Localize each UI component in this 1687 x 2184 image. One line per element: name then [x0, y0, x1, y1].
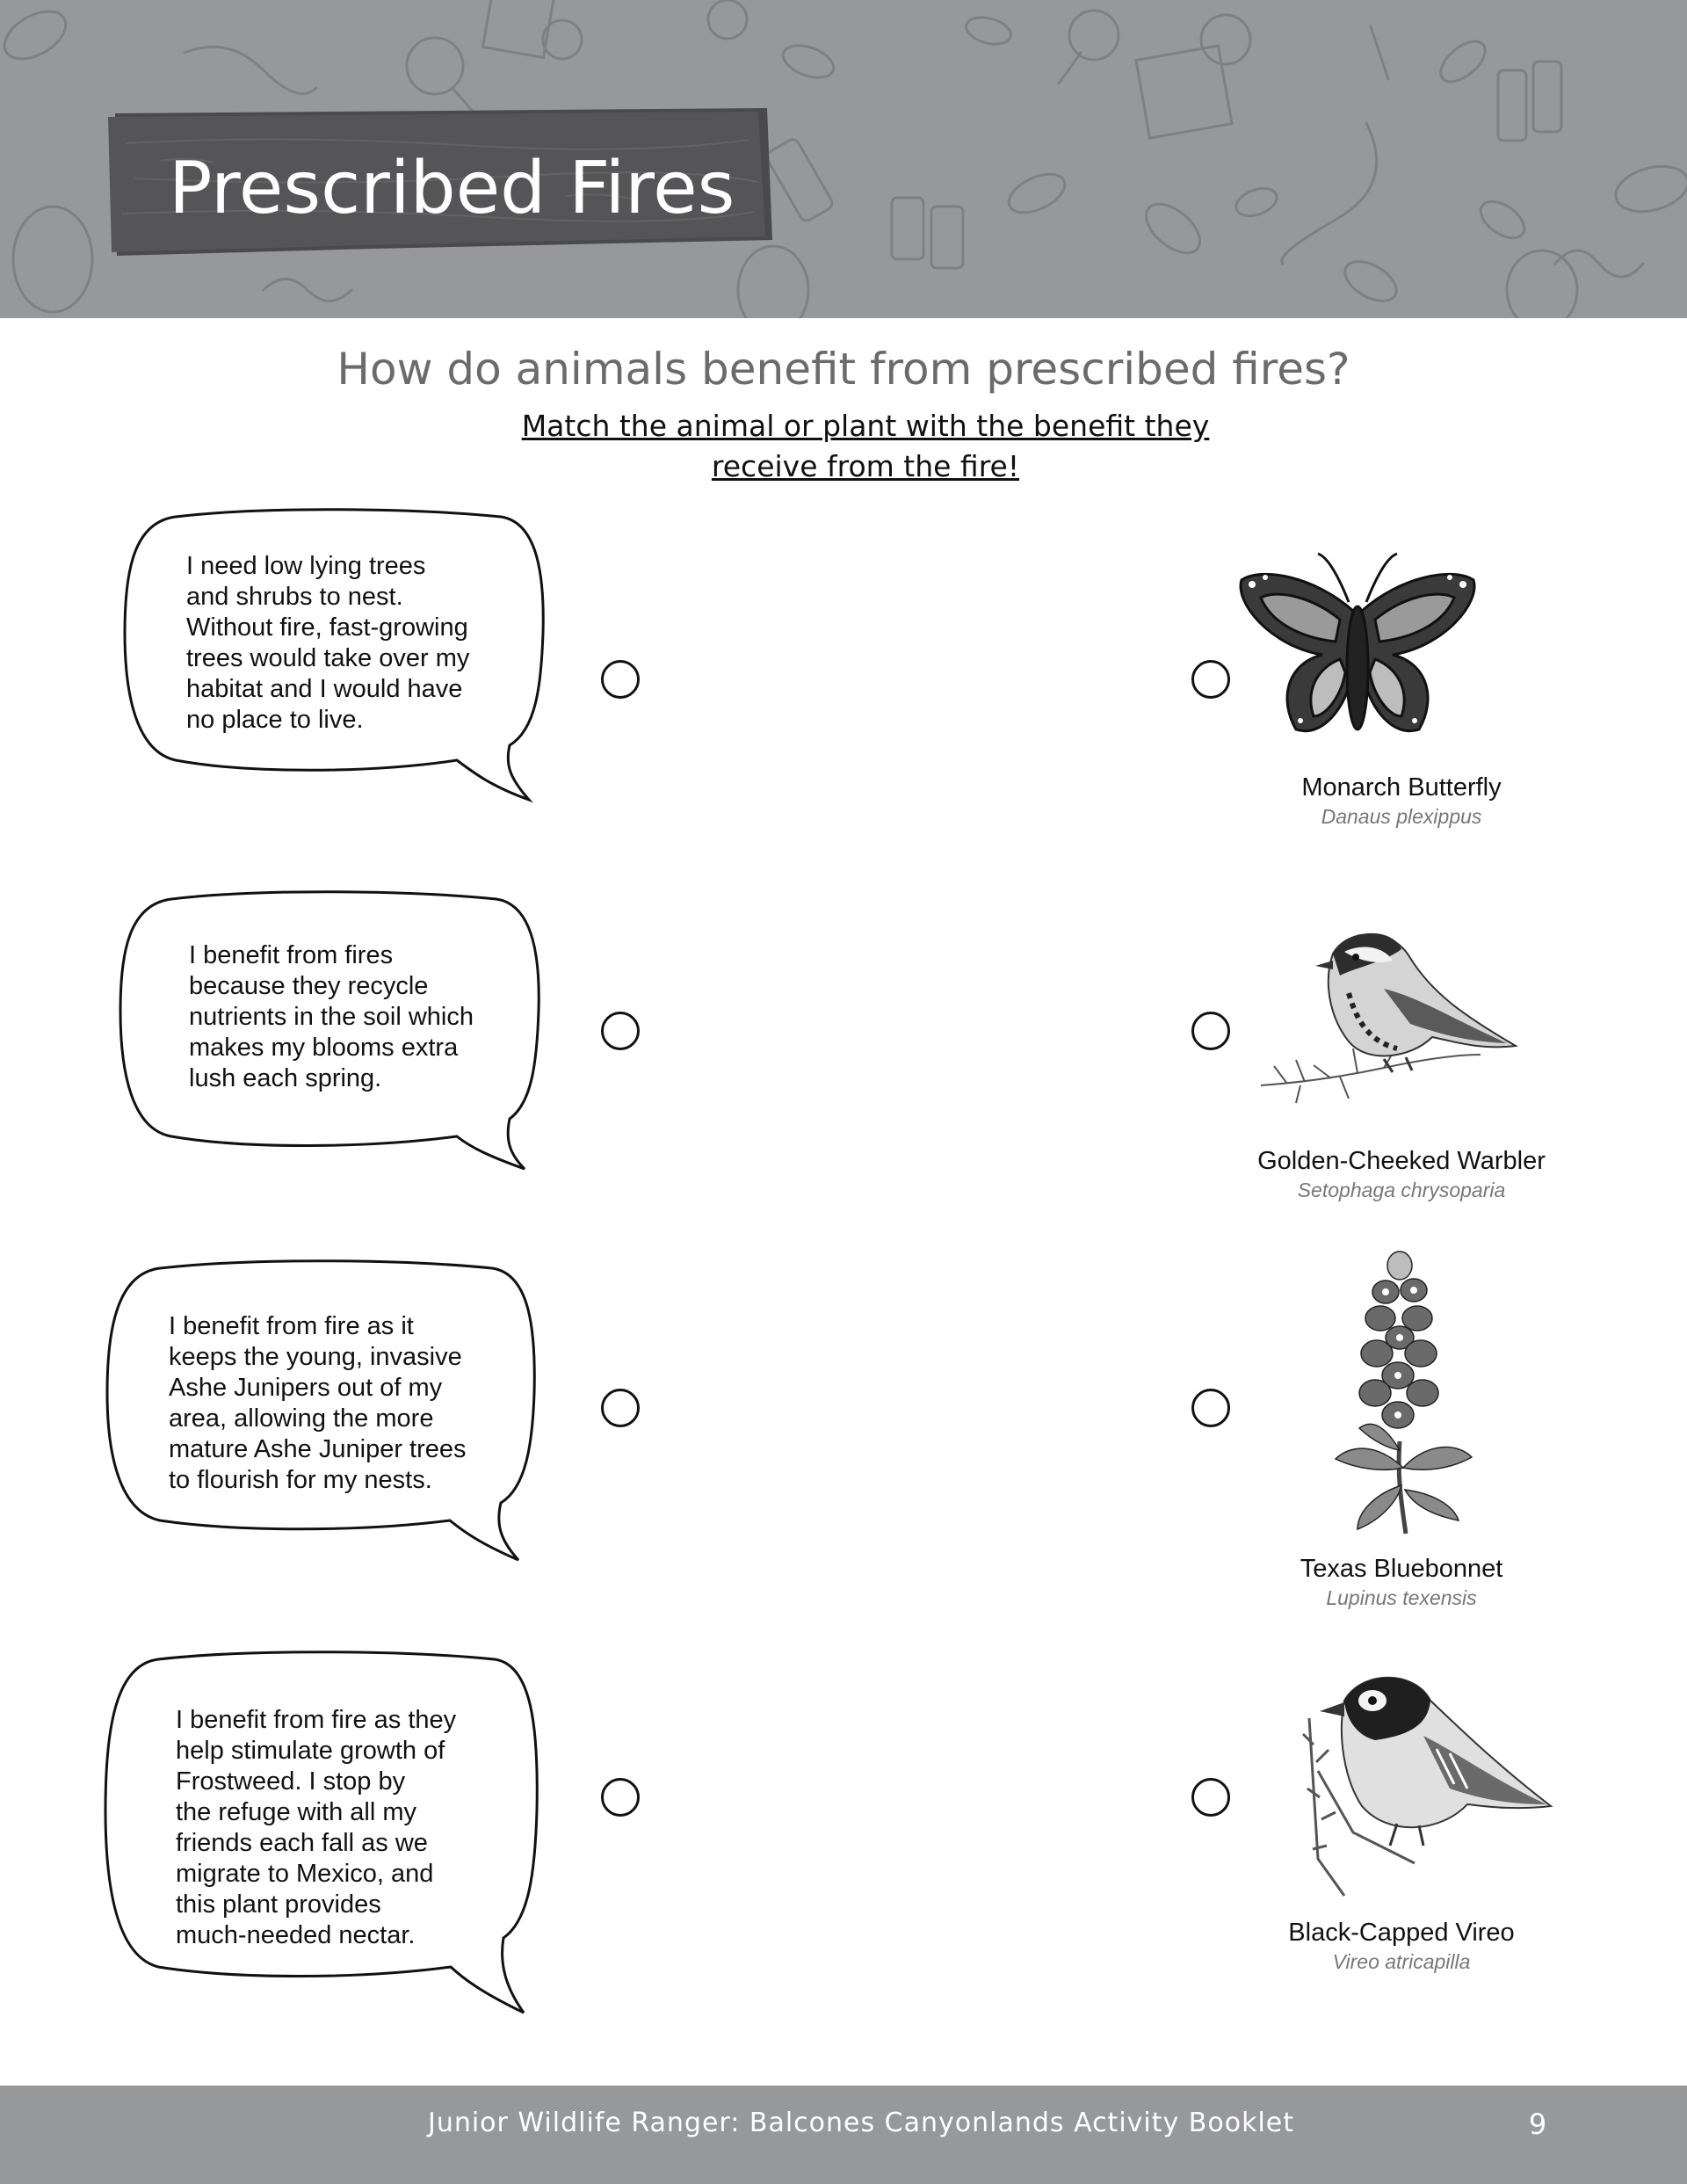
speech-bubble-3 — [105, 1261, 536, 1560]
match-circle-right-2[interactable] — [1191, 1012, 1230, 1050]
match-circle-right-4[interactable] — [1191, 1778, 1230, 1817]
activity-question: How do animals benefit from prescribed fires? — [337, 344, 1350, 395]
bubble-line: I benefit from fire as it — [169, 1312, 414, 1340]
bubble-line: I benefit from fire as they — [176, 1706, 457, 1734]
bubble-line: and shrubs to nest. — [186, 583, 403, 611]
species-scientific-name: Vireo atricapilla — [1332, 1950, 1471, 1973]
species-name: Texas Bluebonnet — [1300, 1555, 1503, 1583]
bubble-line: this plant provides — [176, 1890, 381, 1919]
warbler-icon — [1252, 910, 1533, 1121]
bubble-line: help stimulate growth of — [176, 1737, 445, 1765]
bubble-line: to flourish for my nests. — [169, 1466, 432, 1494]
bubble-line: lush each spring. — [189, 1064, 382, 1092]
bubble-line: nutrients in the soil which — [189, 1003, 474, 1031]
speech-bubble-4 — [104, 1652, 539, 2013]
bubble-text — [186, 551, 520, 736]
bubble-line: the refuge with all my — [176, 1798, 417, 1826]
bubble-line: much-needed nectar. — [176, 1921, 416, 1949]
speech-bubble-2 — [119, 892, 540, 1169]
page-number: 9 — [1528, 2108, 1547, 2141]
bubble-line: mature Ashe Juniper trees — [169, 1435, 467, 1463]
vireo-icon — [1292, 1665, 1555, 1903]
butterfly-icon — [1234, 549, 1489, 747]
bubble-line: migrate to Mexico, and — [176, 1860, 434, 1888]
bubble-text — [169, 1311, 520, 1496]
page-title: Prescribed Fires — [169, 147, 735, 230]
bubble-line: friends each fall as we — [176, 1829, 428, 1857]
species-scientific-name: Danaus plexippus — [1321, 805, 1482, 828]
instructions-line-2: receive from the fire! — [711, 449, 1020, 483]
bubble-line: I need low lying trees — [186, 552, 426, 580]
bluebonnet-icon — [1322, 1239, 1481, 1538]
footer-booklet-title: Junior Wildlife Ranger: Balcones Canyonlands Activity Booklet — [427, 2108, 1295, 2138]
bubble-line: I benefit from fires — [189, 941, 394, 969]
bubble-line: Frostweed. I stop by — [176, 1767, 406, 1796]
activity-instructions — [474, 406, 1256, 487]
bubble-text — [176, 1705, 527, 1951]
species-scientific-name: Setophaga chrysoparia — [1297, 1179, 1506, 1201]
match-circle-left-1[interactable] — [601, 660, 640, 699]
species-name: Black-Capped Vireo — [1288, 1919, 1515, 1947]
bubble-line: Ashe Junipers out of my — [169, 1374, 443, 1402]
match-circle-left-2[interactable] — [601, 1012, 640, 1050]
instructions-line-1: Match the animal or plant with the benefit they — [521, 409, 1210, 443]
species-name: Monarch Butterfly — [1301, 773, 1502, 802]
bubble-text — [189, 940, 523, 1094]
bubble-line: trees would take over my — [186, 644, 470, 672]
match-circle-right-3[interactable] — [1191, 1389, 1230, 1427]
match-circle-left-4[interactable] — [601, 1778, 640, 1817]
bubble-line: because they recycle — [189, 972, 429, 1000]
bubble-line: Without fire, fast-growing — [186, 613, 468, 642]
bubble-line: keeps the young, invasive — [169, 1343, 462, 1371]
match-circle-left-3[interactable] — [601, 1389, 640, 1427]
bubble-line: habitat and I would have — [186, 675, 463, 703]
bubble-line: no place to live. — [186, 706, 364, 734]
bubble-line: makes my blooms extra — [189, 1034, 459, 1062]
species-scientific-name: Lupinus texensis — [1326, 1586, 1477, 1609]
match-circle-right-1[interactable] — [1191, 660, 1230, 699]
species-name: Golden-Cheeked Warbler — [1257, 1147, 1546, 1175]
bubble-line: area, allowing the more — [169, 1404, 434, 1433]
speech-bubble-1 — [123, 510, 545, 800]
